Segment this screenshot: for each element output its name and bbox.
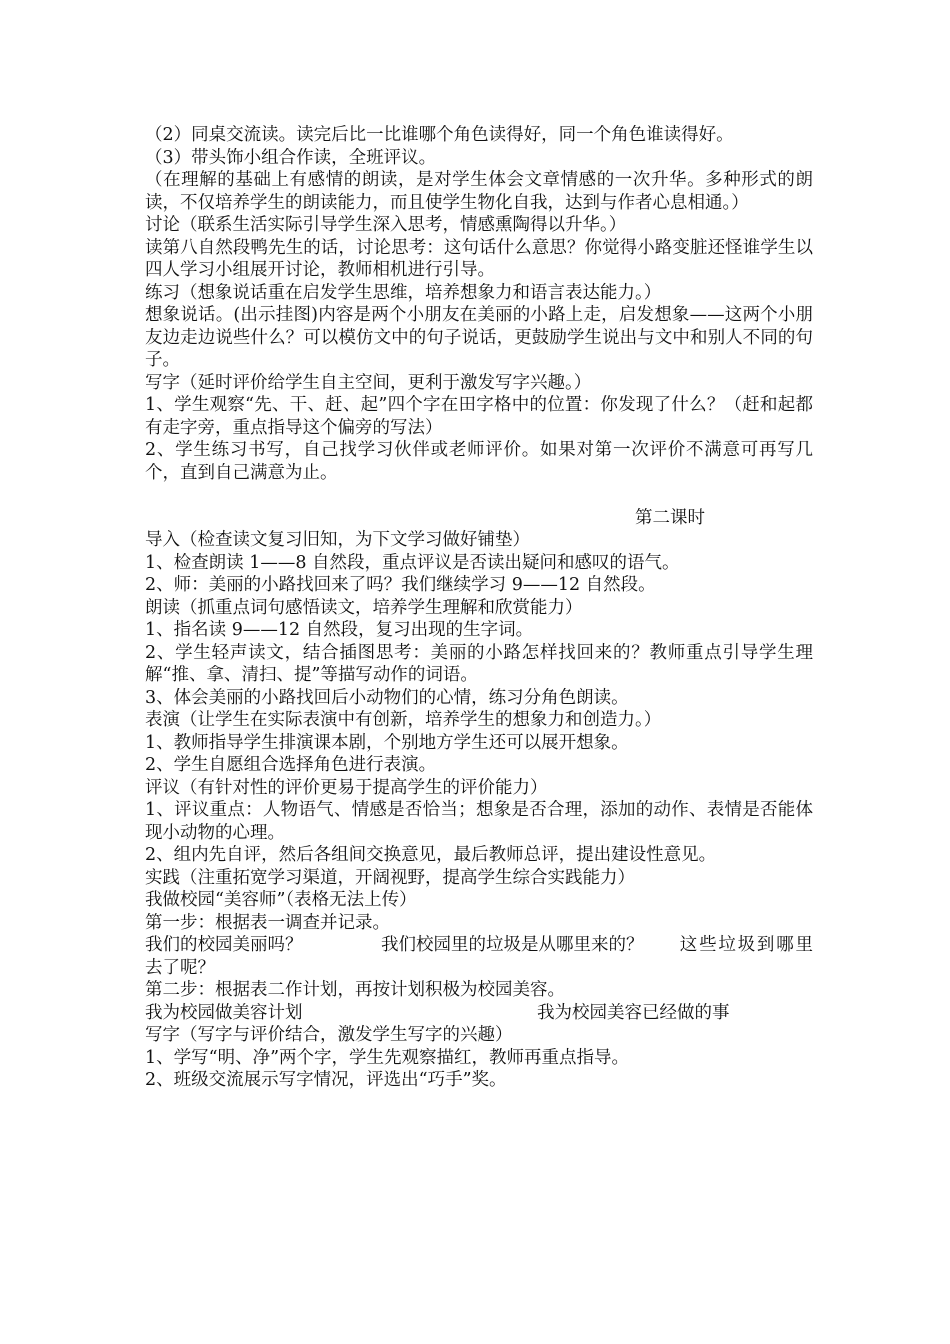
text-line: 1、检查朗读 1——8 自然段，重点评议是否读出疑问和感叹的语气。	[145, 552, 680, 573]
text-line: 实践（注重拓宽学习渠道，开阔视野，提高学生综合实践能力）	[145, 867, 635, 888]
text-line: 导入（检查读文复习旧知，为下文学习做好铺垫）	[145, 530, 530, 550]
text-paragraph: 1、学生观察“先、干、赶、起”四个字在田字格中的位置：你发现了什么？（赶和起都有走字旁，重点指导这个偏旁的写法）	[145, 395, 813, 438]
text-line: 朗读（抓重点词句感悟读文，培养学生理解和欣赏能力）	[145, 597, 583, 618]
text-line: 2、师：美丽的小路找回来了吗？我们继续学习 9——12 自然段。	[145, 575, 656, 595]
text-line: 3、体会美丽的小路找回后小动物们的心情，练习分角色朗读。	[145, 687, 629, 708]
text-line: 表演（让学生在实际表演中有创新，培养学生的想象力和创造力。）	[145, 710, 662, 730]
text-paragraph: 2、学生轻声读文，结合插图思考：美丽的小路怎样找回来的？教师重点引导学生理解“推、拿、清扫、提”等描写动作的词语。	[145, 642, 813, 685]
text-paragraph: 读第八自然段鸭先生的话，讨论思考：这句话什么意思？你觉得小路变脏还怪谁学生以四人学习小组展开讨论，教师相机进行引导。	[145, 237, 813, 280]
document-page	[145, 124, 813, 1092]
text-line: 2、班级交流展示写字情况，评选出“巧手”奖。	[145, 1070, 507, 1090]
text-line: 评议（有针对性的评价更易于提高学生的评价能力）	[145, 777, 548, 798]
text-line: 讨论（联系生活实际引导学生深入思考，情感熏陶得以升华。）	[145, 215, 627, 235]
text-line: （3）带头饰小组合作读，全班评议。	[145, 147, 437, 168]
text-line: 练习（想象说话重在启发学生思维，培养想象力和语言表达能力。）	[145, 282, 662, 303]
text-paragraph: 2、学生练习书写，自己找学习伙伴或老师评价。如果对第一次评价不满意可再写几个，直到自己满意为止。	[145, 440, 813, 483]
text-line: 1、教师指导学生排演课本剧，个别地方学生还可以展开想象。	[145, 732, 629, 753]
text-line: （2）同桌交流读。读完后比一比谁哪个角色读得好，同一个角色谁读得好。	[145, 125, 734, 145]
lesson-heading: 第二课时	[635, 507, 705, 528]
text-line: 第二步：根据表二作计划，再按计划积极为校园美容。	[145, 980, 565, 1000]
survey-question: 我们的校园美丽吗？	[145, 935, 303, 955]
text-line: 1、指名读 9——12 自然段，复习出现的生字词。	[145, 620, 534, 640]
text-paragraph: 想象说话。(出示挂图)内容是两个小朋友在美丽的小路上走，启发想象——这两个小朋友边走边说些什么？可以模仿文中的句子说话，更鼓励学生说出与文中和别人不同的句子。	[145, 305, 813, 370]
text-line: 第一步：根据表一调查并记录。	[145, 912, 390, 933]
text-line: 写字（写字与评价结合，激发学生写字的兴趣）	[145, 1025, 513, 1045]
survey-question: 这些垃圾到哪里去了呢？	[145, 935, 813, 978]
text-line: 2、学生自愿组合选择角色进行表演。	[145, 755, 437, 775]
text-line: 1、学写“明、净”两个字，学生先观察描红，教师再重点指导。	[145, 1047, 630, 1068]
survey-question: 我们校园里的垃圾是从哪里来的？	[381, 935, 644, 955]
text-paragraph: 1、评议重点：人物语气、情感是否恰当；想象是否合理，添加的动作、表情是否能体现小动物的心理。	[145, 800, 813, 843]
text-line: 2、组内先自评，然后各组间交换意见，最后教师总评，提出建设性意见。	[145, 845, 717, 865]
plan-right-label: 我为校园美容已经做的事	[537, 1002, 730, 1023]
blank-line	[145, 484, 813, 507]
plan-row	[145, 1002, 813, 1025]
text-paragraph: （在理解的基础上有感情的朗读，是对学生体会文章情感的一次升华。多种形式的朗读，不仅培养学生的朗读能力，而且使学生物化自我，达到与作者心息相通。）	[145, 170, 813, 213]
survey-questions	[145, 934, 813, 979]
plan-left-label: 我为校园做美容计划	[145, 1002, 303, 1023]
text-line: 写字（延时评价给学生自主空间，更利于激发写字兴趣。）	[145, 372, 592, 393]
text-line: 我做校园“美容师”（表格无法上传）	[145, 890, 417, 910]
